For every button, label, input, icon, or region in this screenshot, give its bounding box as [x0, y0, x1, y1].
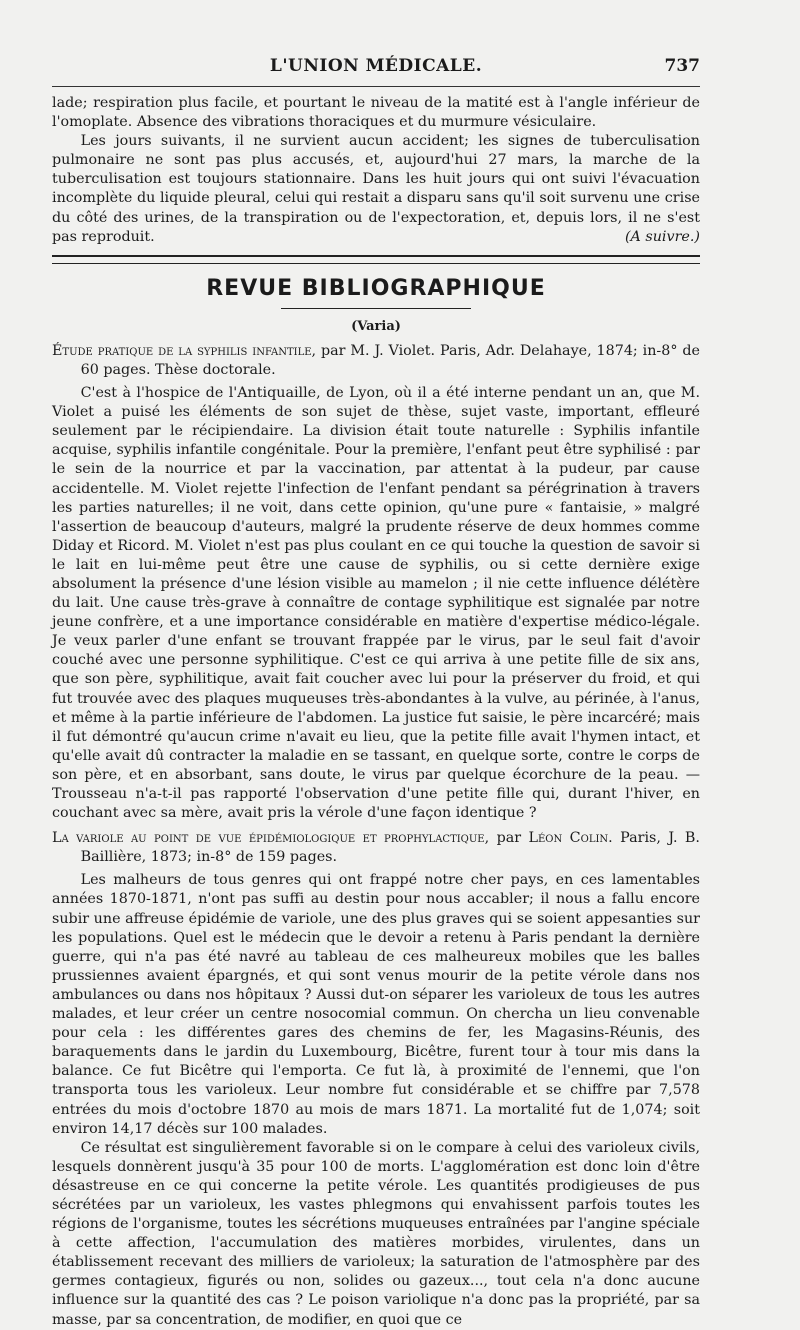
review-1-heading: [52, 342, 700, 380]
continuation-paragraph-1: lade; respiration plus facile, et pourtant le niveau de la matité est à l'angle inférieur de l'omoplate. Absence des vibrations thoraciques et du murmure vésiculaire.: [52, 95, 700, 131]
page-header: [52, 56, 700, 82]
continuation-paragraph-2: [52, 132, 700, 247]
section-double-rule: [52, 255, 700, 264]
to-be-continued: (A suivre.): [624, 228, 700, 245]
review-2-heading: [52, 829, 700, 867]
continuation-paragraph-2-text: Les jours suivants, il ne survient aucun accident; les signes de tuberculisation pulmonaire ne sont pas plus accusés, et, aujourd'hui 27 mars, la marche de la tuberculisation est toujours stationnaire. Dans les huit jours qui ont suivi l'évacuation incomplète du liquide pleural, celui qui restait a disparu sans qu'il soit survenu une crise du côté des urines, de la transpiration ou de l'expectoration, et, depuis lors, il ne s'est pas reproduit.: [52, 133, 700, 245]
review-2-citation-post: Paris, J. B. Baillière, 1873; in-8° de 159 pages.: [80, 830, 700, 866]
review-1-citation: par M. J. Violet. Paris, Adr. Delahaye, 1874; in-8° de 60 pages. Thèse doctorale.: [80, 342, 700, 378]
section-title: REVUE BIBLIOGRAPHIQUE: [206, 275, 546, 301]
section-subhead: (Varia): [351, 318, 401, 334]
review-1-text: C'est à l'hospice de l'Antiquaille, de Lyon, où il a été interne pendant un an, que M. Violet a puisé les éléments de son sujet de thèse, sujet vaste, important, effleuré seulement par le récipiendaire. La division était toute naturelle : Syphilis infantile acquise, syphilis infantile congénitale. Pour la première, l'enfant peut être syphilisé : par le sein de la nourrice et par la vaccination, par attentat à la pudeur, par cause accidentelle. M. Violet rejette l'infection de l'enfant pendant sa pérégrination à travers les parties naturelles; il ne voit, dans cette opinion, qu'une pure « fantaisie, » malgré l'assertion de beaucoup d'auteurs, malgré la prudente réserve de deux hommes comme Diday et Ricord. M. Violet n'est pas plus coulant en ce qui touche la question de savoir si le lait en lui-même peut être une cause de syphilis, ou si cette dernière exige absolument la présence d'une lésion visible au mamelon ; il nie cette influence délétère du lait. Une cause très-grave à connaître de contage syphilitique est signalée par notre jeune confrère, et a une importance considérable en matière d'expertise médico-légale. Je veux parler d'une enfant se trouvant frappée par le virus, par le seul fait d'avoir couché avec une personne syphilitique. C'est ce qui arriva à une petite fille de six ans, que son père, syphilitique, avait fait coucher avec lui pour la préserver du froid, et qui fut trouvée avec des plaques muqueuses très-abondantes à la vulve, au périnée, à l'anus, et même à la partie inférieure de l'abdomen. La justice fut saisie, le père incarcéré; mais il fut démontré qu'aucun crime n'avait eu lieu, que la petite fille avait l'hymen intact, et qu'elle avait dû contracter la maladie en se tassant, en quelque sorte, contre le corps de son père, et en absorbant, sans doute, le virus par quelque écorchure de la peau. — Trousseau n'a-t-il pas rapporté l'observation d'une petite fille qui, durant l'hiver, en couchant avec sa mère, avait pris la vérole d'une façon identique ?: [52, 385, 700, 822]
review-2-paragraph-1: Les malheurs de tous genres qui ont frappé notre cher pays, en ces lamentables années 1870-1871, n'ont pas suffi au destin pour nous accabler; il nous a fallu encore subir une affreuse épidémie de variole, une des plus graves qui se soient appesanties sur les populations. Quel est le médecin que le devoir a retenu à Paris pendant la dernière guerre, qui n'a pas été navré au tableau de ces malheureux mobiles que les balles prussiennes avaient épargnés, et qui sont venus mourir de la petite vérole dans nos ambulances ou dans nos hôpitaux ? Aussi dut-on séparer les varioleux de tous les autres malades, et leur créer un centre nosocomial commun. On chercha un lieu convenable pour cela : les différentes gares des chemins de fer, les Magasins-Réunis, des baraquements dans le jardin du Luxembourg, Bicêtre, furent tour à tour mis dans la balance. Ce fut Bicêtre qui l'emporta. Ce fut là, à proximité de l'ennemi, que l'on transporta tous les varioleux. Leur nombre fut considérable et se chiffre par 7,578 entrées du mois d'octobre 1870 au mois de mars 1871. La mortalité fut de 1,074; soit environ 14,17 décès sur 100 malades.: [52, 872, 700, 1137]
review-2-citation-pre: par: [496, 830, 522, 847]
title-underline: [281, 308, 471, 309]
running-title: L'UNION MÉDICALE.: [269, 56, 483, 76]
page-body: [52, 94, 700, 1330]
review-2-paragraph-2: Ce résultat est singulièrement favorable si on le compare à celui des varioleux civils, lesquels donnèrent jusqu'à 35 pour 100 de morts. L'agglomération est donc loin d'être désastreuse en ce qui concerne la petite vérole. Les quantités prodigieuses de pus sécrétées par un varioleux, les vastes phlegmons qui envahissent parfois toutes les régions de l'organisme, toutes les sécrétions muqueuses entraînées par l'angine spéciale à cette affection, l'accumulation des matières morbides, virulentes, dans un établissement recevant des milliers de varioleux; la saturation de l'atmosphère par des germes contagieux, figurés ou non, solides ou gazeux..., tout cela n'a donc aucune influence sur la quantité des cas ? Le poison variolique n'a donc pas la propriété, par sa masse, par sa concentration, de modifier, en quoi que ce: [52, 1139, 700, 1328]
review-2-author: Léon Colin.: [528, 830, 613, 847]
review-2-title: La variole au point de vue épidémiologique et prophylactique,: [52, 830, 490, 847]
page-number: 737: [664, 56, 700, 76]
header-rule: [52, 86, 700, 87]
review-1-title: Étude pratique de la syphilis infantile,: [52, 342, 317, 359]
